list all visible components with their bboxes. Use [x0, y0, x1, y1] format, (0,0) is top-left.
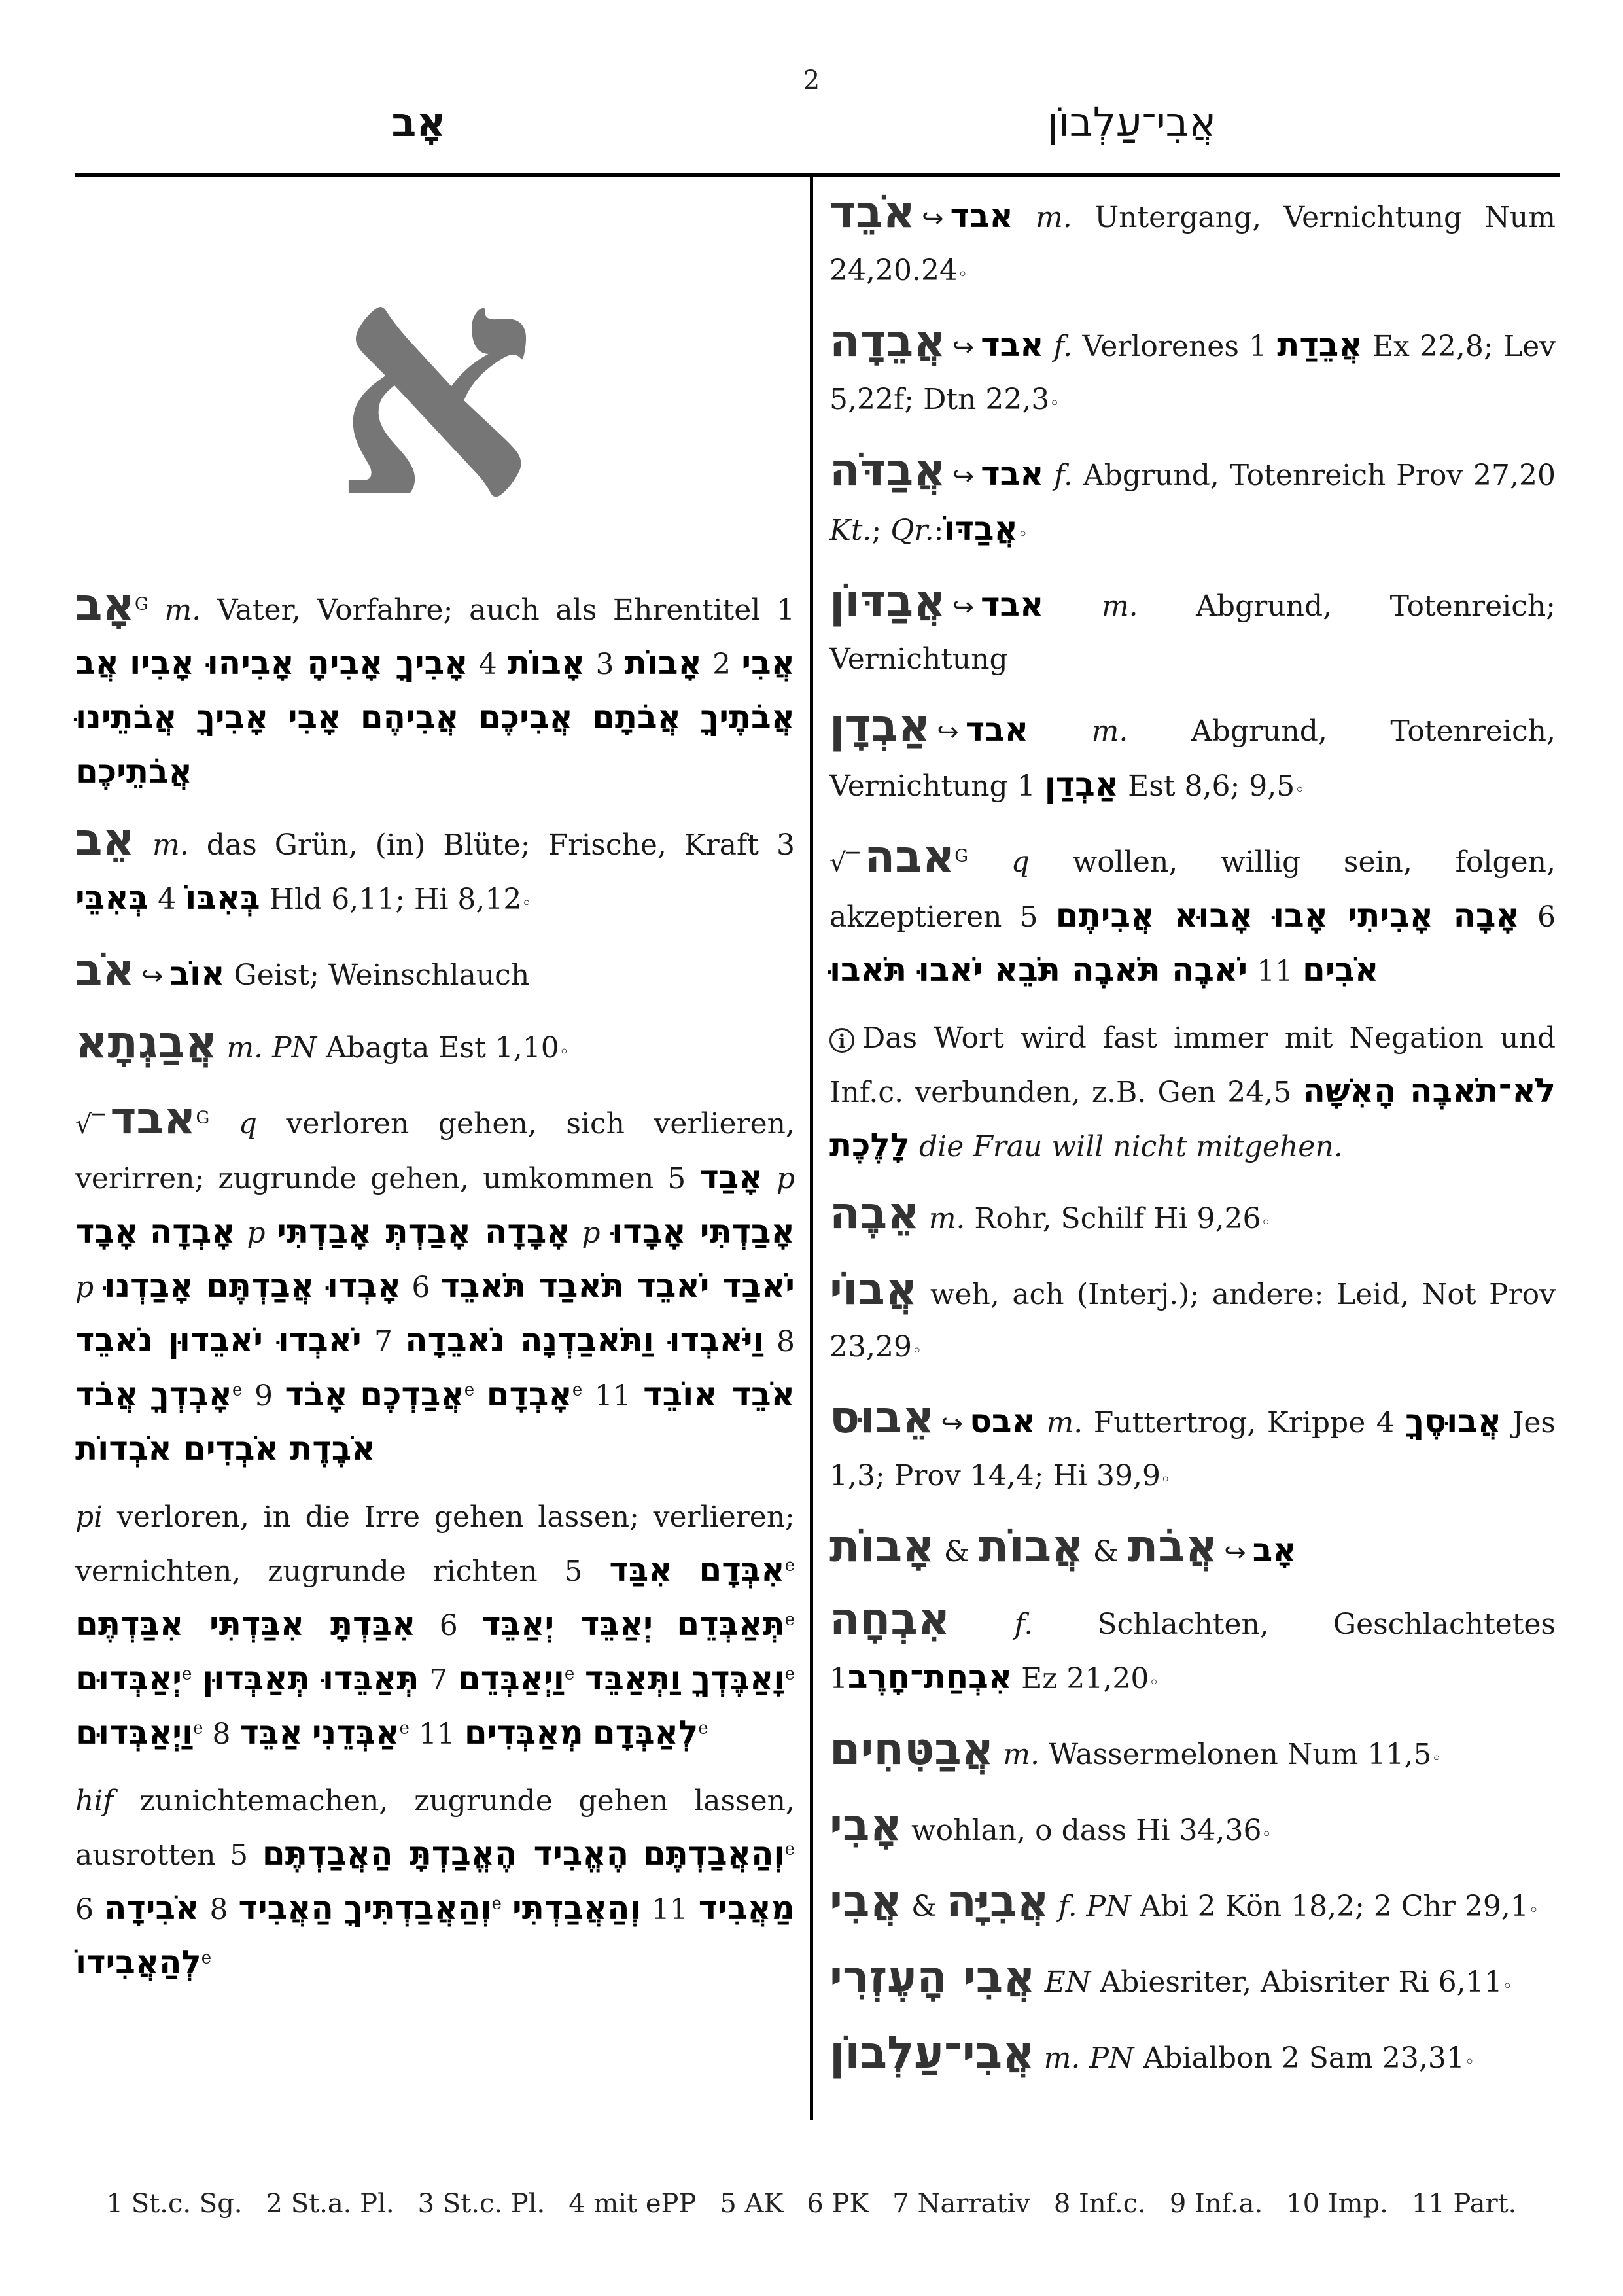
- headword-variant: אֲבֹת: [1127, 1521, 1218, 1572]
- definition-text: [574, 1663, 585, 1697]
- ending-marker: e: [698, 1718, 708, 1739]
- hebrew-form: אֲבִי אֲבֹתֶיךָ אֲבֹתָם אֲבִיכֶם אֲבִיהֶם אָבִי אָבִיךָ אֲבֹתֵינוּ אֲבֹתֵיכֶם: [75, 644, 795, 790]
- hebrew-form: אֲבוּסֶךָ: [1405, 1402, 1502, 1440]
- grammar-label: m.: [928, 1202, 966, 1235]
- definition-text: [265, 1216, 277, 1250]
- definition-text: 11: [409, 1718, 464, 1751]
- definition-text: :: [934, 514, 944, 547]
- headword-variant: אֲבוֹת: [978, 1521, 1084, 1572]
- end-mark-icon: ◦: [1149, 1673, 1159, 1693]
- hebrew-form: וַיְאַבְּדֵם: [457, 1659, 565, 1697]
- hebrew-form: אֲבַדְכֶם: [360, 1375, 464, 1413]
- hebrew-form: אוֹב: [169, 955, 225, 993]
- definition-text: Abgrund, Totenreich; Vernichtung: [829, 590, 1556, 676]
- hebrew-form: אֹבִים: [1302, 951, 1379, 989]
- legend-item: 4 mit ePP: [568, 2189, 697, 2219]
- definition-text: [570, 1216, 582, 1250]
- definition-text: Ez 21,20: [1012, 1662, 1149, 1695]
- headword-variant: אֲבִיָּה: [946, 1875, 1049, 1927]
- definition-text: Abgrund, Totenreich, Vernichtung 1: [829, 715, 1556, 803]
- grammar-label: q: [238, 1107, 257, 1140]
- dictionary-entry: [829, 1875, 1556, 1937]
- headword: אֹב: [75, 944, 135, 996]
- definition-text: Ex 22,8; Lev 5,22f; Dtn 22,3: [829, 330, 1556, 416]
- dictionary-entry: [829, 315, 1556, 430]
- definition-text: [474, 1379, 487, 1413]
- hebrew-form: אָבְדָה: [149, 1212, 236, 1250]
- hebrew-form: אָבִיךָ אָבִיהָ אָבִיהוּ אָבִיו: [130, 644, 468, 682]
- hebrew-form: אבד: [981, 586, 1044, 624]
- headword: אֲבִי: [829, 1875, 902, 1927]
- definition-text: &: [1083, 1535, 1128, 1568]
- headword: אֵב: [75, 814, 135, 866]
- dictionary-entry: [75, 579, 795, 800]
- grammar-label: m. PN: [226, 1031, 317, 1065]
- dictionary-entry: [829, 1188, 1556, 1249]
- dictionary-entry: [829, 2027, 1556, 2089]
- dictionary-entry: [75, 1017, 795, 1078]
- ending-marker: e: [464, 1380, 475, 1400]
- grammar-label: m.: [1101, 590, 1138, 623]
- hebrew-form: וַיֹּאבְדוּ וַתֹּאבַדְנָה נֹאבֵדָה: [405, 1321, 764, 1359]
- definition-text: 8: [203, 1718, 240, 1751]
- definition-text: Das Wort wird fast immer mit Negation und Inf.c. verbunden, z.B. Gen 24,5: [829, 1021, 1556, 1109]
- definition-text: 7: [419, 1663, 458, 1697]
- column-divider: [810, 175, 813, 2120]
- definition-text: [920, 1202, 929, 1235]
- cross-reference-arrow-icon: ↪: [921, 203, 944, 234]
- headword: אֲבַגְתָא: [75, 1017, 218, 1069]
- definition-text: verloren gehen, sich verlieren, verirren; zugrunde gehen, umkommen 5: [75, 1107, 795, 1195]
- hebrew-form: תְּאַבֵּדוּ תְּאַבְּדוּן: [202, 1659, 419, 1697]
- end-mark-icon: ◦: [1049, 394, 1060, 414]
- definition-text: wollen, willig sein, folgen, akzeptieren 5: [829, 845, 1556, 934]
- hebrew-form: אָבְדָם: [486, 1375, 572, 1413]
- definition-text: 11: [640, 1893, 699, 1926]
- definition-text: 4: [148, 883, 186, 916]
- end-mark-icon: ◦: [1295, 781, 1305, 800]
- definition-text: [303, 1718, 312, 1751]
- definition-text: Schlachten, Geschlachtetes 1: [829, 1608, 1556, 1695]
- dictionary-entry: [75, 1093, 795, 1477]
- running-head-last-entry: אֲבִי־עַלְבוֹן: [1047, 98, 1216, 146]
- dictionary-entry: [829, 1521, 1556, 1579]
- end-mark-icon: ◦: [957, 265, 968, 285]
- definition-text: [584, 1718, 593, 1751]
- definition-text: Abgrund, Totenreich Prov 27,20: [1073, 459, 1556, 492]
- legend-item: 1 St.c. Sg.: [106, 2189, 243, 2219]
- definition-text: [1028, 715, 1092, 748]
- legend-item: 8 Inf.c.: [1053, 2189, 1146, 2219]
- hebrew-form: אָבַדְתִּי אָבָדוּ: [612, 1212, 795, 1250]
- hebrew-form: יְאַבֵּד יְאַבֵּד: [481, 1605, 653, 1643]
- legend-item: 5 AK: [720, 2189, 784, 2219]
- hebrew-form: יֹאבֶה תֹּאבֶה תֹּבֵא יֹאבוּ תֹּאבוּ: [829, 951, 1248, 989]
- ending-marker: e: [784, 1555, 795, 1576]
- hebrew-form: מְאַבְּדִים: [464, 1714, 584, 1752]
- legend-item: 6 PK: [807, 2189, 869, 2219]
- hebrew-form: אבד: [965, 711, 1029, 749]
- definition-text: &: [902, 1890, 947, 1923]
- hebrew-form: וְהַאֲבַדְתִּיךָ: [343, 1889, 492, 1927]
- legend-item: 7 Narrativ: [892, 2189, 1030, 2219]
- dictionary-entry: [829, 831, 1556, 998]
- grammar-label: p: [75, 1271, 94, 1304]
- definition-text: Verlorenes 1: [1072, 330, 1278, 363]
- hebrew-form: אִבְּדָם: [699, 1551, 785, 1589]
- grammar-label: f.: [1053, 330, 1073, 363]
- grammar-label: p: [247, 1216, 266, 1250]
- end-mark-icon: ◦: [1502, 1977, 1512, 1996]
- definition-text: verloren, in die Irre gehen lassen; verlieren; vernichten, zugrunde richten 5: [75, 1500, 795, 1588]
- definition-text: [994, 1738, 1003, 1771]
- headword: אֵבוּס: [829, 1392, 935, 1443]
- grammar-label: p: [776, 1162, 795, 1195]
- definition-text: wohlan, o dass Hi 34,36: [902, 1814, 1262, 1847]
- definition-text: [968, 845, 1011, 879]
- definition-text: [148, 593, 165, 627]
- hebrew-form: אָבוֹת: [624, 644, 702, 682]
- legend-item: 2 St.a. Pl.: [266, 2189, 394, 2219]
- ending-marker: e: [193, 1718, 203, 1739]
- definition-text: 3: [585, 648, 625, 681]
- headword: אַבְדָן: [829, 700, 931, 752]
- grammar-label: m.: [1036, 201, 1072, 234]
- grammar-label: p: [582, 1216, 601, 1250]
- cross-reference-arrow-icon: ↪: [1224, 1538, 1246, 1568]
- left-column: [75, 186, 795, 2005]
- definition-text: [236, 1216, 247, 1250]
- dictionary-entry: [829, 1263, 1556, 1377]
- legend-item: 11 Part.: [1411, 2189, 1517, 2219]
- grammar-label: q: [1011, 845, 1030, 879]
- definition-text: [138, 1379, 150, 1413]
- grammar-label: f.: [1014, 1608, 1034, 1641]
- definition-text: [1036, 1966, 1045, 1999]
- definition-text: Geist; Weinschlauch: [224, 959, 530, 992]
- legend-item: 9 Inf.a.: [1169, 2189, 1263, 2219]
- running-head-first-entry: אָב: [391, 98, 446, 146]
- definition-text: Rohr, Schilf Hi 9,26: [965, 1202, 1261, 1235]
- definition-text: weh, ach (Interj.); andere: Leid, Not Prov 23,29: [829, 1278, 1556, 1364]
- hebrew-form: וְהַאֲבַדְתֶּם: [642, 1835, 785, 1873]
- hebrew-form: אבס: [969, 1402, 1036, 1440]
- grammar-label: f.: [1054, 459, 1073, 492]
- end-mark-icon: ◦: [1160, 1470, 1171, 1490]
- definition-text: [601, 1216, 612, 1250]
- dictionary-entry: [829, 1723, 1556, 1785]
- headword: אֲבַטִּחִים: [829, 1723, 994, 1775]
- hebrew-form: וְהַאֲבַדְתִּי: [512, 1889, 641, 1927]
- hebrew-form: הַאֲבִיד: [238, 1889, 334, 1927]
- definition-text: &: [934, 1535, 979, 1568]
- hebrew-form: אבד: [981, 326, 1044, 364]
- hebrew-form: אַבְדַן: [1044, 766, 1119, 804]
- hebrew-form: אָבוֹת: [508, 644, 585, 682]
- definition-text: ;: [871, 514, 891, 547]
- frequency-marker: G: [954, 846, 968, 866]
- right-entries: [829, 186, 1556, 2089]
- end-mark-icon: ◦: [1528, 1901, 1539, 1920]
- definition-text: Abi 2 Kön 18,2; 2 Chr 29,1: [1130, 1890, 1529, 1923]
- definition-text: 11: [582, 1379, 644, 1413]
- hebrew-form: אַבֵּד: [239, 1714, 303, 1752]
- hebrew-form: בְּאִבֵּי: [75, 879, 149, 917]
- headword: אֲבֵדָה: [829, 315, 946, 367]
- hebrew-form: וַתְּאַבֵּד: [584, 1659, 682, 1697]
- end-mark-icon: ◦: [1017, 525, 1028, 544]
- definition-text: [348, 1379, 360, 1413]
- headword: אָבוֹת: [829, 1521, 935, 1572]
- hebrew-form: אֲבַדּוֹ: [943, 510, 1018, 548]
- hebrew-form: אָבָד: [75, 1212, 139, 1250]
- dictionary-entry: [75, 944, 795, 1002]
- grammar-label: m.: [164, 593, 201, 627]
- definition-text: [763, 1162, 777, 1195]
- cross-reference-arrow-icon: ↪: [952, 461, 975, 491]
- headword: אָב: [75, 579, 135, 631]
- ending-marker: e: [399, 1718, 410, 1739]
- hebrew-form: מַאֲבִיד: [698, 1889, 795, 1927]
- hebrew-form: אַבְּדֵנִי: [311, 1714, 400, 1752]
- end-mark-icon: ◦: [1261, 1213, 1271, 1233]
- grammar-label: EN: [1044, 1966, 1091, 1999]
- cross-reference-arrow-icon: ↪: [952, 332, 975, 362]
- hebrew-form: תְּאַבְּדֵם: [676, 1605, 785, 1643]
- hebrew-form: אֲבֵדַת: [1277, 326, 1363, 364]
- ending-marker: e: [784, 1610, 795, 1630]
- hebrew-form: אֹבֵד אוֹבֵד אֹבֶדֶת אֹבְדִים אֹבְדוֹת: [75, 1375, 795, 1468]
- info-icon: i: [829, 1028, 854, 1053]
- definition-text: 8: [199, 1893, 239, 1926]
- definition-text: Abiesriter, Abisriter Ri 6,11: [1091, 1966, 1503, 1999]
- definition-text: Est 8,6; 9,5: [1119, 769, 1295, 803]
- definition-text: [1049, 1890, 1058, 1923]
- hebrew-form: לְאַבְּדָם: [592, 1714, 699, 1752]
- definition-text: Abialbon 2 Sam 23,31: [1134, 2041, 1465, 2075]
- hebrew-form: בְּאִבּוֹ: [185, 879, 260, 917]
- definition-text: [209, 1107, 239, 1140]
- definition-text: [502, 1893, 512, 1926]
- definition-text: [1043, 459, 1054, 492]
- dictionary-entry: [75, 1491, 795, 1761]
- end-mark-icon: ◦: [1261, 1825, 1272, 1845]
- hebrew-form: הֶאֱבִיד הֶאֱבַדְתָּ הַאֲבַדְתֶּם: [262, 1835, 629, 1873]
- headword: אֹבֵד: [829, 186, 915, 238]
- hebrew-form: יְאַבְּדוּם: [75, 1659, 182, 1697]
- definition-text: [682, 1663, 692, 1697]
- hebrew-form: אֹבִידָה: [104, 1889, 200, 1927]
- definition-text: [910, 1130, 919, 1163]
- dictionary-entry: [829, 186, 1556, 301]
- ending-marker: e: [182, 1664, 192, 1684]
- grammar-label: die Frau will nicht mitgehen.: [918, 1130, 1343, 1163]
- ending-marker: e: [232, 1380, 243, 1400]
- headword: אֲבִי־עַלְבוֹן: [829, 2027, 1035, 2079]
- hebrew-form: וַיְאַבְּדוּם: [75, 1714, 194, 1752]
- hebrew-form: אָבָדָה אָבַדְתְּ אָבַדְתִּי: [277, 1212, 570, 1250]
- definition-text: Vater, Vorfahre; auch als Ehrentitel 1: [201, 593, 795, 627]
- cross-reference-arrow-icon: ↪: [941, 1409, 964, 1439]
- hebrew-form: וָאַבֶּדְךָ: [691, 1659, 785, 1697]
- section-initial: [75, 186, 795, 579]
- hebrew-form: אֲב: [75, 644, 119, 682]
- definition-text: [653, 1609, 676, 1642]
- dictionary-entry: [829, 1951, 1556, 2013]
- definition-text: [1013, 201, 1036, 234]
- definition-text: [192, 1663, 202, 1697]
- grammar-label: Kt.: [829, 514, 872, 547]
- grammar-label: m.: [1091, 715, 1128, 748]
- headword: אֵבֶה: [829, 1188, 920, 1239]
- definition-text: Hld 6,11; Hi 8,12: [260, 883, 522, 916]
- definition-text: 6: [75, 1893, 105, 1926]
- cross-reference-arrow-icon: ↪: [952, 592, 975, 622]
- definition-text: [94, 1271, 104, 1304]
- hebrew-form: יֹאבַד יֹאבֵד תֹּאבַד תֹּאבֵד יֹאבְדוּ יֹאבֵדוּן נֹאבֵד: [75, 1267, 795, 1359]
- grammar-label: Qr.: [890, 514, 934, 547]
- ending-marker: e: [491, 1894, 502, 1914]
- definition-text: Futtertrog, Krippe 4: [1083, 1406, 1406, 1439]
- definition-text: [1036, 1406, 1047, 1439]
- grammar-label: f. PN: [1058, 1890, 1131, 1923]
- hebrew-form: אבד: [981, 455, 1044, 493]
- left-entries: [75, 579, 795, 1990]
- headword: אֲבַדּוֹן: [829, 575, 946, 627]
- page-number: 2: [803, 65, 820, 96]
- end-mark-icon: ◦: [559, 1042, 570, 1062]
- dictionary-entry: [829, 1392, 1556, 1506]
- frequency-marker: G: [134, 594, 148, 614]
- right-column: [829, 186, 1556, 2103]
- grammar-label: hif: [75, 1784, 114, 1818]
- definition-text: 7: [361, 1325, 406, 1358]
- definition-text: Untergang, Vernichtung Num 24,20.24: [829, 201, 1556, 287]
- headword: אֲבַדֹּה: [829, 444, 946, 496]
- cross-reference-arrow-icon: ↪: [141, 961, 164, 991]
- headword: אבה: [864, 831, 955, 883]
- end-mark-icon: ◦: [521, 894, 532, 913]
- abbreviation-legend: [0, 2189, 1623, 2219]
- definition-text: 6: [415, 1609, 482, 1642]
- headword: אֲבִי הָעֶזְרִי: [829, 1951, 1036, 2003]
- dictionary-entry: [829, 1593, 1556, 1709]
- hebrew-form: אֲבֹד: [75, 1375, 139, 1413]
- ending-marker: e: [784, 1664, 795, 1684]
- ending-marker: e: [564, 1664, 575, 1684]
- cross-reference-arrow-icon: ↪: [937, 717, 959, 747]
- ending-marker: e: [572, 1380, 583, 1400]
- grammar-label: pi: [75, 1500, 103, 1534]
- definition-text: 6: [1519, 900, 1556, 934]
- legend-item: 10 Imp.: [1286, 2189, 1388, 2219]
- hebrew-form: אָבָה אָבִיתִי אָבוּ אָבוּא אֲבִיתֶם: [1055, 896, 1520, 934]
- definition-text: [1035, 2041, 1044, 2075]
- hebrew-form: אבד: [950, 197, 1013, 235]
- dictionary-entry: [829, 444, 1556, 561]
- ending-marker: e: [784, 1839, 795, 1860]
- definition-text: [119, 648, 130, 681]
- definition-text: [1043, 330, 1053, 363]
- definition-text: 9: [242, 1379, 285, 1413]
- headword: אִבְחָה: [829, 1593, 951, 1645]
- definition-text: [672, 1555, 699, 1588]
- headword: אבד: [110, 1093, 196, 1144]
- hebrew-form: לֹא־תֹאבֶה הָאִשָּׁה לָלֶכֶת: [829, 1072, 1556, 1164]
- definition-text: [1043, 590, 1101, 623]
- definition-text: [629, 1839, 643, 1872]
- definition-text: das Grün, (in) Blüte; Frische, Kraft 3: [188, 828, 795, 862]
- root-icon: √‾: [75, 1110, 105, 1140]
- legend-item: 3 St.c. Pl.: [417, 2189, 546, 2219]
- headword: אָבִי: [829, 1799, 902, 1851]
- end-mark-icon: ◦: [1464, 2053, 1475, 2072]
- hebrew-form: אִבְחַת־חָרֶב: [848, 1658, 1013, 1696]
- dictionary-entry: [829, 700, 1556, 817]
- definition-text: [334, 1893, 344, 1926]
- grammar-label: m.: [1003, 1738, 1039, 1771]
- root-icon: √‾: [829, 848, 860, 878]
- hebrew-form: אִבַּדְתָּ אִבַּדְתִּי אִבַּדְתֶּם: [75, 1605, 416, 1643]
- dictionary-entry: [829, 1012, 1556, 1173]
- grammar-label: m.: [152, 828, 189, 862]
- definition-text: 6: [401, 1271, 441, 1304]
- dictionary-entry: [75, 1775, 795, 1990]
- header-rule: [75, 173, 1560, 177]
- hebrew-form: אָבְדְךָ: [150, 1375, 233, 1413]
- dictionary-entry: [829, 1799, 1556, 1861]
- dictionary-entry: [75, 814, 795, 930]
- grammar-label: m. PN: [1043, 2041, 1134, 2075]
- definition-text: 4: [468, 648, 508, 681]
- dictionary-entry: [829, 575, 1556, 686]
- definition-text: Abagta Est 1,10: [317, 1031, 559, 1065]
- definition-text: [950, 1608, 1014, 1641]
- headword: אֲבוֹי: [829, 1263, 918, 1315]
- ending-marker: e: [201, 1948, 212, 1968]
- aleph-letter-icon: א: [334, 198, 536, 567]
- definition-text: 11: [1248, 955, 1303, 988]
- hebrew-form: אִבַּד: [609, 1551, 672, 1589]
- hebrew-form: לְהַאֲבִידוֹ: [75, 1943, 201, 1981]
- definition-text: [135, 828, 152, 862]
- end-mark-icon: ◦: [911, 1341, 922, 1361]
- grammar-label: m.: [1046, 1406, 1083, 1439]
- end-mark-icon: ◦: [1431, 1749, 1442, 1769]
- frequency-marker: G: [196, 1108, 210, 1128]
- definition-text: 2: [701, 648, 742, 681]
- hebrew-form: אָבֹד: [285, 1375, 348, 1413]
- definition-text: [217, 1031, 226, 1065]
- definition-text: Jes 1,3; Prov 14,4; Hi 39,9: [829, 1406, 1556, 1492]
- hebrew-form: אָבַד: [699, 1158, 763, 1196]
- definition-text: [138, 1216, 150, 1250]
- definition-text: 8: [763, 1325, 795, 1358]
- definition-text: zunichtemachen, zugrunde gehen lassen, ausrotten 5: [75, 1784, 795, 1872]
- hebrew-form: אָבְדוּ אֲבַדְתֶּם אָבַדְנוּ: [104, 1267, 402, 1305]
- hebrew-form: אָב: [1252, 1531, 1297, 1569]
- definition-text: Wassermelonen Num 11,5: [1039, 1738, 1432, 1771]
